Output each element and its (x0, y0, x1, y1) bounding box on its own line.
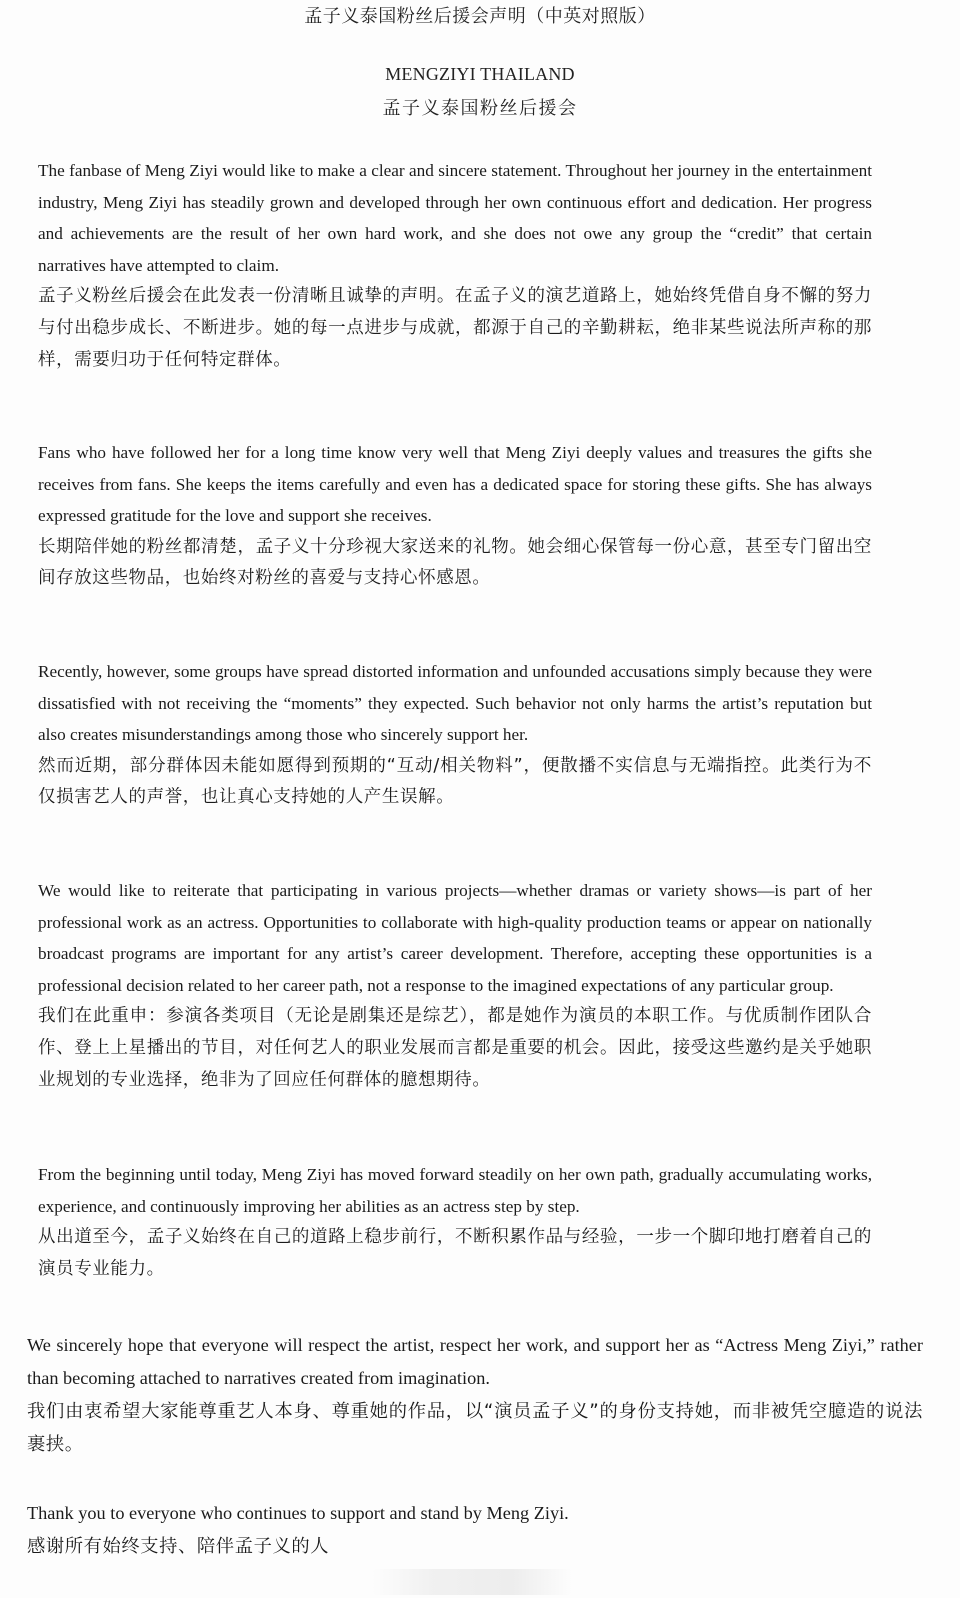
statement-section-respect (27, 1329, 923, 1461)
statement-section-misinformation (38, 656, 872, 814)
document-header-title: 孟子义泰国粉丝后援会声明（中英对照版） (304, 6, 656, 26)
statement-section-credit (38, 155, 872, 376)
statement-section-growth (38, 1159, 872, 1285)
paragraph-chinese: 我们在此重申：参演各类项目（无论是剧集还是综艺），都是她作为演员的本职工作。与优质制作团队合作、登上上星播出的节目，对任何艺人的职业发展而言都是重要的机会。因此，接受这些邀约是关乎她职业规划的专业选择，绝非为了回应任何群体的臆想期待。 (38, 1006, 872, 1090)
paragraph-english: We would like to reiterate that participating in various projects—whether dramas or variety shows—is part of her professional work as an actress. Opportunities to collaborate with high-quality production teams or appear on nationally broadcast programs are important for any artist’s career development. Therefore, accepting these opportunities is a professional decision related to her career path, not a response to the imagined expectations of any particular group. (38, 881, 872, 995)
paragraph-chinese: 孟子义粉丝后援会在此发表一份清晰且诚挚的声明。在孟子义的演艺道路上，她始终凭借自身不懈的努力与付出稳步成长、不断进步。她的每一点进步与成就，都源于自己的辛勤耕耘，绝非某些说法所声称的那样，需要归功于任何特定群体。 (38, 286, 872, 370)
paragraph-chinese: 从出道至今，孟子义始终在自己的道路上稳步前行，不断积累作品与经验，一步一个脚印地打磨着自己的演员专业能力。 (38, 1227, 872, 1279)
org-name-english: MENGZIYI THAILAND (385, 64, 575, 84)
paragraph-english: Recently, however, some groups have spread distorted information and unfounded accusations simply because they were dissatisfied with not receiving the “moments” they expected. Such behavior not only harms the artist’s reputation but also creates misunderstandings among those who sincerely support her. (38, 662, 872, 745)
paragraph-english: Fans who have followed her for a long time know very well that Meng Ziyi deeply values and treasures the gifts she receives from fans. She keeps the items carefully and even has a dedicated space for storing these gifts. She has always expressed gratitude for the love and support she receives. (38, 443, 872, 526)
paragraph-english: The fanbase of Meng Ziyi would like to make a clear and sincere statement. Throughout her journey in the entertainment industry, Meng Ziyi has steadily grown and developed through her own continuous effort and dedication. Her progress and achievements are the result of her own hard work, and she does not owe any group the “credit” that certain narratives have attempted to claim. (38, 161, 872, 275)
statement-section-thanks (27, 1497, 923, 1563)
paragraph-english: From the beginning until today, Meng Ziyi has moved forward steadily on her own path, gradually accumulating works, experience, and continuously improving her abilities as an actress step by step. (38, 1165, 872, 1216)
watermark-overlay (372, 1569, 572, 1595)
paragraph-chinese: 感谢所有始终支持、陪伴孟子义的人 (27, 1536, 330, 1557)
paragraph-english: We sincerely hope that everyone will respect the artist, respect her work, and support her as “Actress Meng Ziyi,” rather than becoming attached to narratives created from imagination. (27, 1335, 923, 1388)
paragraph-chinese: 长期陪伴她的粉丝都清楚，孟子义十分珍视大家送来的礼物。她会细心保管每一份心意，甚至专门留出空间存放这些物品，也始终对粉丝的喜爱与支持心怀感恩。 (38, 536, 872, 589)
paragraph-english: Thank you to everyone who continues to support and stand by Meng Ziyi. (27, 1503, 569, 1523)
paragraph-chinese: 我们由衷希望大家能尊重艺人本身、尊重她的作品，以“演员孟子义”的身份支持她，而非被凭空臆造的说法裹挟。 (27, 1401, 923, 1455)
paragraph-chinese: 然而近期，部分群体因未能如愿得到预期的“互动/相关物料”，便散播不实信息与无端指控。此类行为不仅损害艺人的声誉，也让真心支持她的人产生误解。 (38, 755, 872, 808)
statement-section-projects (38, 875, 872, 1096)
org-name-chinese: 孟子义泰国粉丝后援会 (382, 98, 578, 118)
statement-section-gifts (38, 437, 872, 595)
